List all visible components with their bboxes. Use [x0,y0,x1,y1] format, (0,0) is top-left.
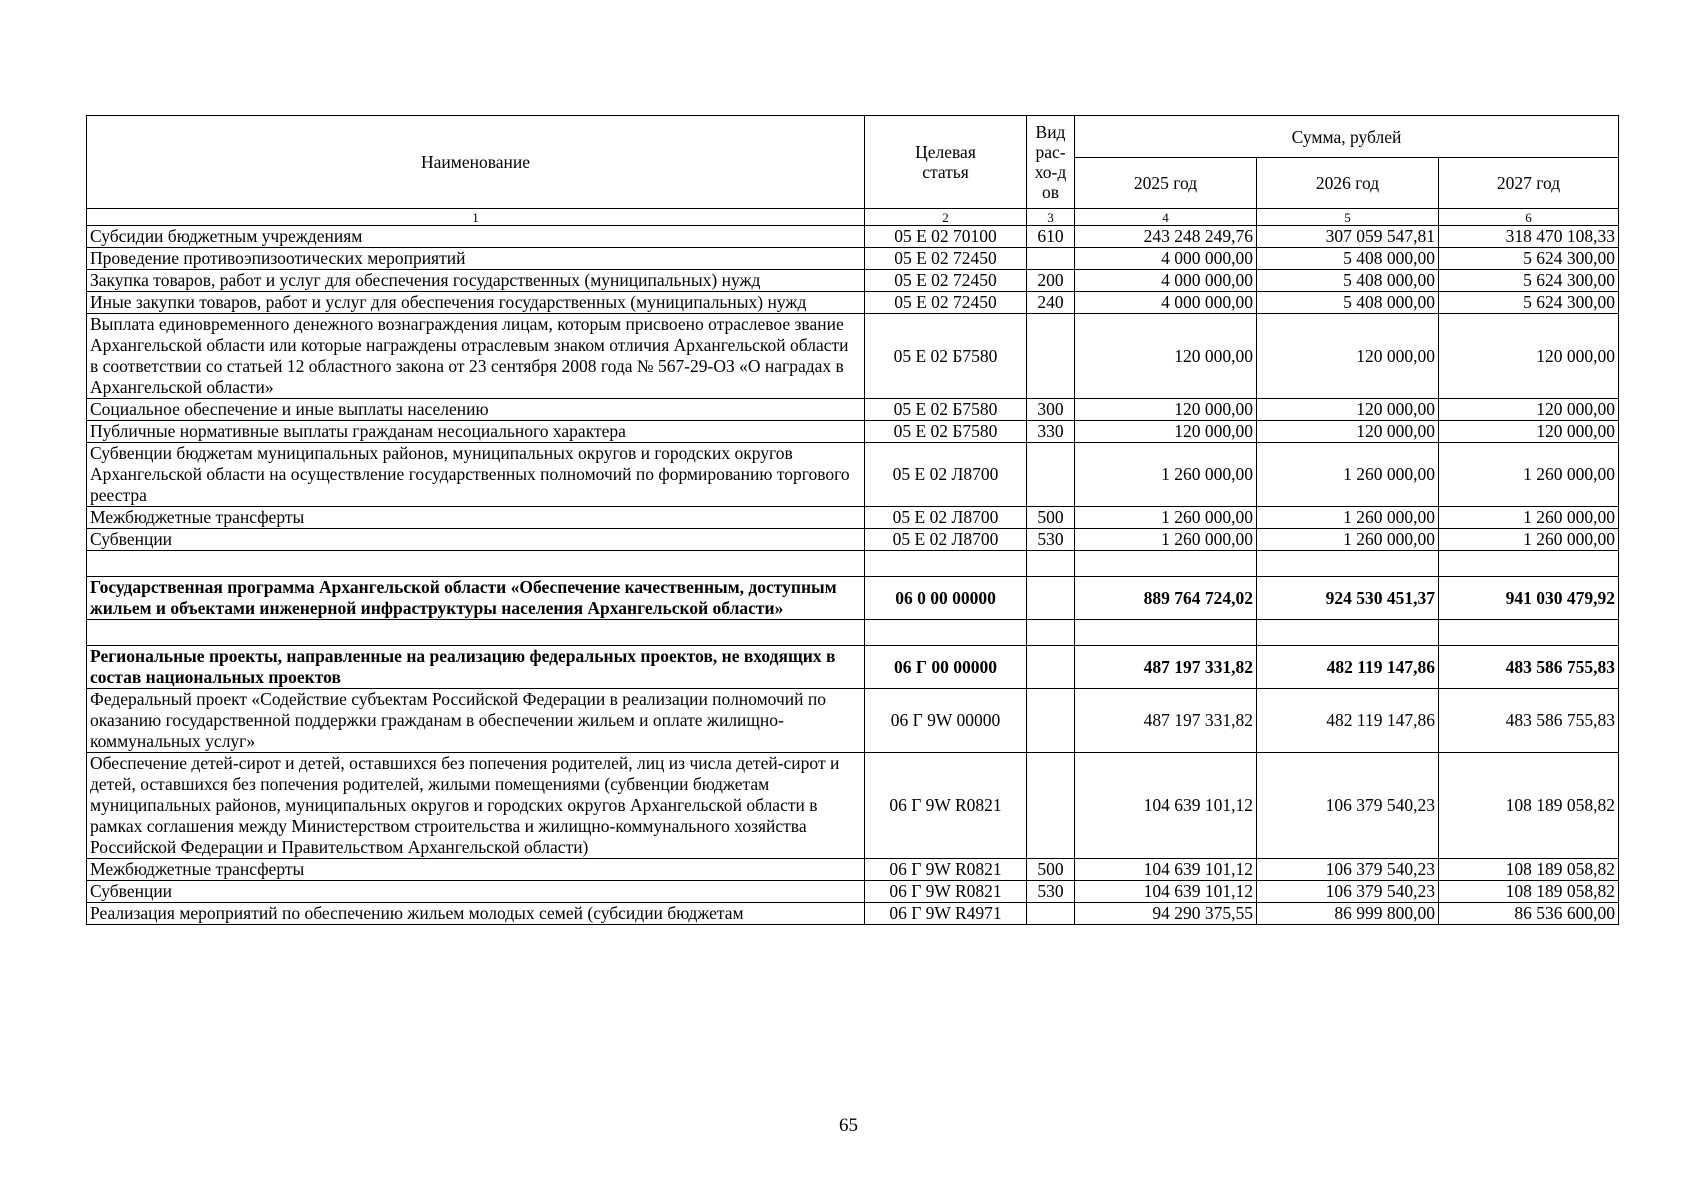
row-sum-2026-cell: 5 408 000,00 [1257,292,1439,314]
row-target-article-cell: 05 Е 02 Б7580 [865,314,1027,399]
table-row-empty [87,551,1619,577]
table-row [87,881,1619,903]
row-name-cell: Федеральный проект «Содействие субъектам Российской Федерации в реализации полномочий по оказанию государственной поддержки гражданам в обеспечении жильем и оплате жилищно-коммунальных услуг» [87,689,865,753]
header-target-article-text: Целевая статья [915,142,976,182]
row-sum-2027-cell: 86 536 600,00 [1439,903,1619,925]
column-number: 3 [1027,209,1075,226]
row-name-cell: Обеспечение детей-сирот и детей, оставшихся без попечения родителей, лиц из числа детей-сирот и детей, оставшихся без попечения родителей, жилыми помещениями (субвенции бюджетам муниципальных районов, муниципальных округов и городских округов Архангельской области в рамках соглашения между Министерством строительства и жилищно-коммунального хозяйства Российской Федерации и Правительством Архангельской области) [87,753,865,859]
row-sum-2025-cell: 243 248 249,76 [1075,226,1257,248]
row-sum-2025-cell [1075,620,1257,646]
row-sum-2025-cell: 94 290 375,55 [1075,903,1257,925]
row-expense-type-cell [1027,314,1075,399]
row-target-article-cell: 05 Е 02 70100 [865,226,1027,248]
row-sum-2026-cell: 86 999 800,00 [1257,903,1439,925]
row-target-article-cell: 05 Е 02 Л8700 [865,507,1027,529]
header-year-2027: 2027 год [1439,158,1619,209]
row-sum-2027-cell: 1 260 000,00 [1439,507,1619,529]
row-name-cell: Межбюджетные трансферты [87,507,865,529]
table-row [87,226,1619,248]
table-body [87,226,1619,925]
row-sum-2026-cell [1257,551,1439,577]
table-row [87,421,1619,443]
row-expense-type-cell [1027,689,1075,753]
table-row [87,529,1619,551]
row-name-cell: Выплата единовременного денежного вознаграждения лицам, которым присвоено отраслевое звание Архангельской области или которые награждены отраслевым знаком отличия Архангельской области в соответствии со статьей 12 областного закона от 23 сентября 2008 года № 567-29-ОЗ «О наградах в Архангельской области» [87,314,865,399]
row-sum-2026-cell: 924 530 451,37 [1257,577,1439,620]
row-target-article-cell: 05 Е 02 Л8700 [865,443,1027,507]
row-expense-type-cell: 200 [1027,270,1075,292]
row-sum-2026-cell: 5 408 000,00 [1257,248,1439,270]
row-sum-2025-cell: 120 000,00 [1075,399,1257,421]
row-sum-2025-cell: 4 000 000,00 [1075,270,1257,292]
row-expense-type-cell: 500 [1027,507,1075,529]
row-sum-2026-cell [1257,620,1439,646]
row-sum-2027-cell: 1 260 000,00 [1439,529,1619,551]
row-sum-2025-cell: 487 197 331,82 [1075,689,1257,753]
row-expense-type-cell [1027,753,1075,859]
row-expense-type-cell: 500 [1027,859,1075,881]
table-row [87,577,1619,620]
row-target-article-cell: 06 Г 9W R0821 [865,859,1027,881]
row-sum-2025-cell: 1 260 000,00 [1075,507,1257,529]
row-sum-2027-cell: 5 624 300,00 [1439,270,1619,292]
row-sum-2026-cell: 1 260 000,00 [1257,443,1439,507]
row-expense-type-cell [1027,646,1075,689]
row-target-article-cell [865,620,1027,646]
header-sum: Сумма, рублей [1075,116,1619,158]
table-row [87,859,1619,881]
header-expense-type-text: Вид рас-хо-дов [1034,122,1067,202]
column-numbers-row [87,209,1619,226]
row-expense-type-cell: 610 [1027,226,1075,248]
row-sum-2026-cell: 1 260 000,00 [1257,507,1439,529]
row-sum-2026-cell: 5 408 000,00 [1257,270,1439,292]
row-sum-2026-cell: 106 379 540,23 [1257,881,1439,903]
row-expense-type-cell [1027,903,1075,925]
header-year-2026: 2026 год [1257,158,1439,209]
header-year-2025: 2025 год [1075,158,1257,209]
row-sum-2027-cell: 120 000,00 [1439,314,1619,399]
row-sum-2025-cell: 4 000 000,00 [1075,292,1257,314]
row-expense-type-cell [1027,443,1075,507]
row-sum-2025-cell: 889 764 724,02 [1075,577,1257,620]
row-sum-2027-cell: 483 586 755,83 [1439,689,1619,753]
row-name-cell: Региональные проекты, направленные на реализацию федеральных проектов, не входящих в состав национальных проектов [87,646,865,689]
row-expense-type-cell: 300 [1027,399,1075,421]
row-target-article-cell: 06 Г 9W R0821 [865,881,1027,903]
row-name-cell: Субвенции [87,881,865,903]
row-sum-2027-cell: 318 470 108,33 [1439,226,1619,248]
row-sum-2027-cell: 5 624 300,00 [1439,248,1619,270]
table-row [87,270,1619,292]
column-number: 5 [1257,209,1439,226]
row-name-cell [87,551,865,577]
row-sum-2027-cell: 1 260 000,00 [1439,443,1619,507]
table-row [87,399,1619,421]
row-sum-2027-cell [1439,551,1619,577]
row-sum-2027-cell: 120 000,00 [1439,421,1619,443]
table-row [87,292,1619,314]
row-name-cell: Закупка товаров, работ и услуг для обеспечения государственных (муниципальных) нужд [87,270,865,292]
row-expense-type-cell: 240 [1027,292,1075,314]
row-target-article-cell: 06 Г 9W 00000 [865,689,1027,753]
table-row [87,646,1619,689]
row-sum-2026-cell: 120 000,00 [1257,421,1439,443]
page-number: 65 [839,1115,858,1136]
row-sum-2027-cell [1439,620,1619,646]
row-sum-2026-cell: 106 379 540,23 [1257,859,1439,881]
row-expense-type-cell: 530 [1027,529,1075,551]
row-name-cell: Субвенции [87,529,865,551]
row-name-cell: Субсидии бюджетным учреждениям [87,226,865,248]
row-sum-2027-cell: 108 189 058,82 [1439,753,1619,859]
row-sum-2025-cell: 4 000 000,00 [1075,248,1257,270]
row-target-article-cell: 05 Е 02 72450 [865,292,1027,314]
row-target-article-cell: 05 Е 02 Б7580 [865,399,1027,421]
row-target-article-cell: 06 Г 9W R4971 [865,903,1027,925]
row-sum-2025-cell: 1 260 000,00 [1075,529,1257,551]
row-expense-type-cell [1027,577,1075,620]
row-sum-2025-cell: 120 000,00 [1075,314,1257,399]
row-sum-2026-cell: 482 119 147,86 [1257,689,1439,753]
row-sum-2025-cell: 1 260 000,00 [1075,443,1257,507]
row-sum-2025-cell: 120 000,00 [1075,421,1257,443]
column-number: 1 [87,209,865,226]
column-number: 4 [1075,209,1257,226]
row-target-article-cell: 05 Е 02 Б7580 [865,421,1027,443]
row-name-cell: Межбюджетные трансферты [87,859,865,881]
row-sum-2025-cell: 104 639 101,12 [1075,753,1257,859]
table-row [87,507,1619,529]
table-row [87,689,1619,753]
header-target-article [865,116,1027,209]
row-sum-2026-cell: 120 000,00 [1257,399,1439,421]
table-row-empty [87,620,1619,646]
row-target-article-cell: 05 Е 02 72450 [865,248,1027,270]
row-sum-2025-cell: 104 639 101,12 [1075,881,1257,903]
header-expense-type [1027,116,1075,209]
row-sum-2027-cell: 120 000,00 [1439,399,1619,421]
row-name-cell: Иные закупки товаров, работ и услуг для обеспечения государственных (муниципальных) нужд [87,292,865,314]
row-sum-2025-cell [1075,551,1257,577]
row-sum-2027-cell: 483 586 755,83 [1439,646,1619,689]
row-name-cell: Социальное обеспечение и иные выплаты населению [87,399,865,421]
row-sum-2026-cell: 120 000,00 [1257,314,1439,399]
row-sum-2026-cell: 1 260 000,00 [1257,529,1439,551]
row-sum-2026-cell: 307 059 547,81 [1257,226,1439,248]
row-name-cell: Публичные нормативные выплаты гражданам несоциального характера [87,421,865,443]
row-target-article-cell: 05 Е 02 72450 [865,270,1027,292]
row-name-cell: Государственная программа Архангельской области «Обеспечение качественным, доступным жильем и объектами инженерной инфраструктуры населения Архангельской области» [87,577,865,620]
table-row [87,443,1619,507]
table-row [87,753,1619,859]
row-expense-type-cell [1027,248,1075,270]
header-name: Наименование [87,116,865,209]
row-name-cell: Субвенции бюджетам муниципальных районов, муниципальных округов и городских округов Архангельской области на осуществление государственных полномочий по формированию торгового реестра [87,443,865,507]
row-expense-type-cell [1027,551,1075,577]
row-target-article-cell [865,551,1027,577]
table-row [87,314,1619,399]
row-expense-type-cell: 330 [1027,421,1075,443]
row-sum-2027-cell: 941 030 479,92 [1439,577,1619,620]
row-sum-2025-cell: 104 639 101,12 [1075,859,1257,881]
row-target-article-cell: 06 Г 00 00000 [865,646,1027,689]
row-sum-2026-cell: 106 379 540,23 [1257,753,1439,859]
row-name-cell: Проведение противоэпизоотических мероприятий [87,248,865,270]
row-target-article-cell: 06 0 00 00000 [865,577,1027,620]
table-row [87,248,1619,270]
row-target-article-cell: 06 Г 9W R0821 [865,753,1027,859]
budget-table [86,115,1619,925]
column-number: 2 [865,209,1027,226]
row-sum-2027-cell: 108 189 058,82 [1439,881,1619,903]
row-sum-2027-cell: 5 624 300,00 [1439,292,1619,314]
table-row [87,903,1619,925]
row-name-cell [87,620,865,646]
row-sum-2026-cell: 482 119 147,86 [1257,646,1439,689]
row-expense-type-cell: 530 [1027,881,1075,903]
column-number: 6 [1439,209,1619,226]
row-expense-type-cell [1027,620,1075,646]
row-sum-2025-cell: 487 197 331,82 [1075,646,1257,689]
row-name-cell: Реализация мероприятий по обеспечению жильем молодых семей (субсидии бюджетам [87,903,865,925]
row-sum-2027-cell: 108 189 058,82 [1439,859,1619,881]
row-target-article-cell: 05 Е 02 Л8700 [865,529,1027,551]
